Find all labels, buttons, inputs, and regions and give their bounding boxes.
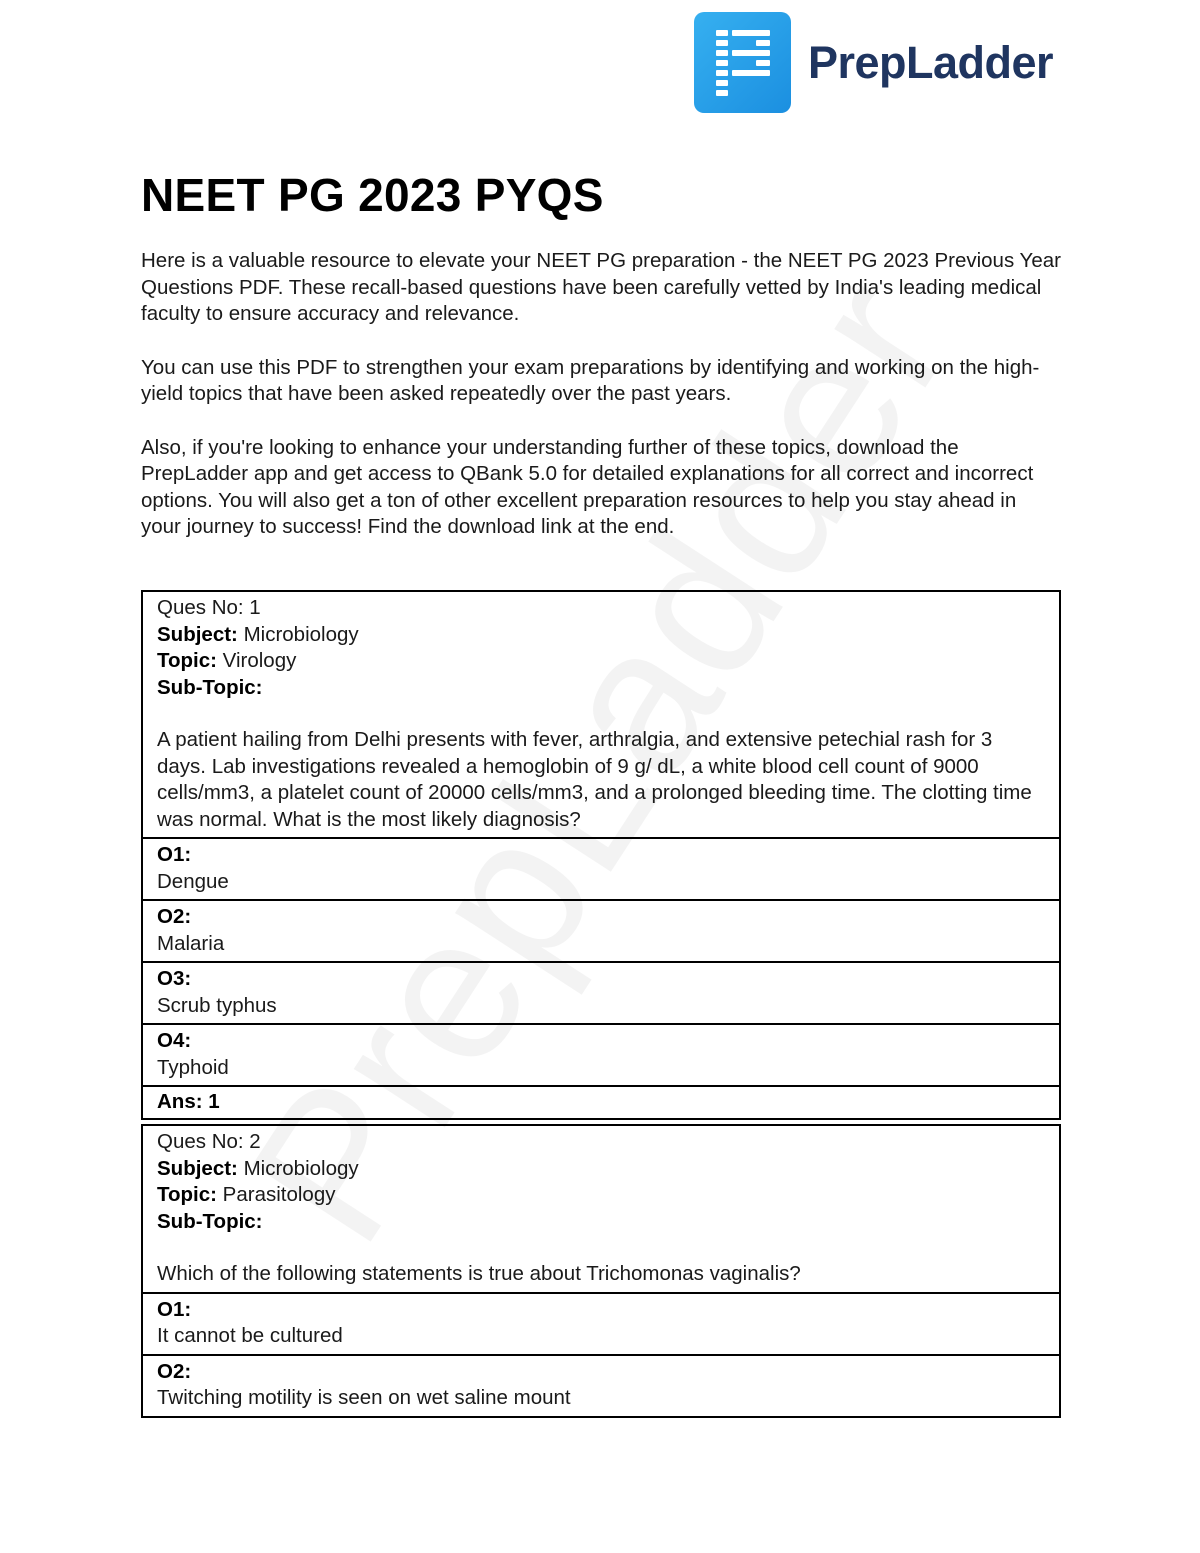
question-card <box>141 590 1061 1120</box>
option-3 <box>143 963 1059 1025</box>
intro-paragraph: Also, if you're looking to enhance your understanding further of these topics, download the PrepLadder app and get access to QBank 5.0 for detailed explanations for all correct and incorrect options. You will also get a ton of other excellent preparation resources to help you stay ahead in your journey to success! Find the download link at the end. <box>141 435 1034 538</box>
brand-logo <box>694 12 1053 113</box>
logo-text: PrepLadder <box>808 36 1054 88</box>
question-subtopic: Sub-Topic: <box>157 675 263 699</box>
question-header <box>143 1126 1059 1294</box>
intro-paragraph: Here is a valuable resource to elevate your NEET PG preparation - the NEET PG 2023 Previous Year Questions PDF. These recall-based questions have been carefully vetted by India's leading medical faculty to ensure accuracy and relevance. <box>141 249 1061 325</box>
question-card <box>141 1124 1061 1418</box>
option-2 <box>143 901 1059 963</box>
option-2 <box>143 1356 1059 1416</box>
option-label: O2: <box>157 905 192 928</box>
option-label: O2: <box>157 1359 192 1383</box>
option-1 <box>143 839 1059 901</box>
question-topic: Topic: Virology <box>157 649 297 672</box>
option-label: O4: <box>157 1029 192 1052</box>
answer: Ans: 1 <box>157 1090 220 1113</box>
option-text: Typhoid <box>157 1055 229 1079</box>
prepladder-logo-icon <box>694 12 791 113</box>
option-text: Scrub typhus <box>157 993 277 1017</box>
question-subtopic: Sub-Topic: <box>157 1209 263 1233</box>
option-1 <box>143 1294 1059 1356</box>
page-title: NEET PG 2023 PYQS <box>141 169 604 221</box>
option-label: O1: <box>157 843 192 866</box>
option-label: O3: <box>157 967 192 990</box>
question-subject: Subject: Microbiology <box>157 1156 359 1180</box>
intro-section <box>141 248 1061 568</box>
option-label: O1: <box>157 1297 192 1321</box>
question-number: Ques No: 1 <box>157 596 261 619</box>
option-text: Dengue <box>157 869 229 893</box>
option-text: Malaria <box>157 931 225 955</box>
question-text: A patient hailing from Delhi presents with fever, arthralgia, and extensive petechial rash for 3 days. Lab investigations revealed a hemoglobin of 9 g/ dL, a white blood cell count of 9000 cells/mm3, a platelet count of 20000 cells/mm3, and a prolonged bleeding time. The clotting time was normal. What is the most likely diagnosis? <box>157 728 1032 831</box>
question-topic: Topic: Parasitology <box>157 1183 336 1206</box>
question-text: Which of the following statements is true about Trichomonas vaginalis? <box>157 1262 801 1285</box>
option-text: Twitching motility is seen on wet saline mount <box>157 1386 571 1409</box>
option-4 <box>143 1025 1059 1087</box>
question-header <box>143 592 1059 839</box>
intro-paragraph: You can use this PDF to strengthen your exam preparations by identifying and working on the high-yield topics that have been asked repeatedly over the past years. <box>141 355 1040 405</box>
option-text: It cannot be cultured <box>157 1324 343 1347</box>
question-subject: Subject: Microbiology <box>157 622 359 646</box>
question-number: Ques No: 2 <box>157 1130 261 1153</box>
